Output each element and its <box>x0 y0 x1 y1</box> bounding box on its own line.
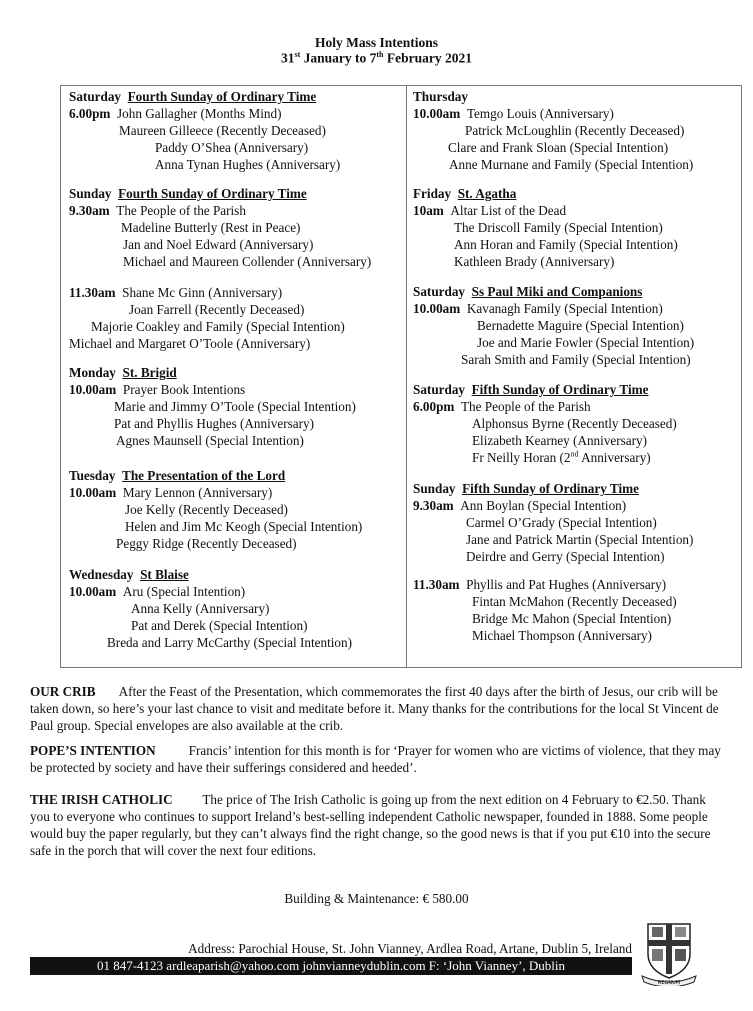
day-header <box>413 283 741 300</box>
day-name: Sunday <box>413 481 456 496</box>
intention: Mary Lennon (Anniversary) <box>122 485 273 500</box>
mass-time-line <box>69 284 399 301</box>
mass-time-line <box>413 105 741 122</box>
intention: Pat and Phyllis Hughes (Anniversary) <box>114 416 314 431</box>
intention: Deirdre and Gerry (Special Intention) <box>466 549 665 564</box>
mass-time: 6.00pm <box>69 106 111 121</box>
feast-name: Fourth Sunday of Ordinary Time <box>127 89 317 104</box>
mass-time: 10.00am <box>69 584 117 599</box>
mass-time: 11.30am <box>413 577 460 592</box>
mass-time: 9.30am <box>69 203 110 218</box>
day-name: Saturday <box>413 382 466 397</box>
intention: Peggy Ridge (Recently Deceased) <box>116 536 297 551</box>
intention: Anna Tynan Hughes (Anniversary) <box>155 157 341 172</box>
day-header <box>413 381 741 398</box>
day-header <box>413 480 741 497</box>
intention: Kavanagh Family (Special Intention) <box>466 301 663 316</box>
feast-name: Fourth Sunday of Ordinary Time <box>118 186 307 201</box>
day-header <box>69 566 399 583</box>
intention: Ann Horan and Family (Special Intention) <box>454 237 678 252</box>
mass-time: 10.00am <box>413 106 461 121</box>
date-ordinal-1: st <box>294 50 301 59</box>
mass-time-line <box>413 202 741 219</box>
intention: Maureen Gilleece (Recently Deceased) <box>119 123 326 138</box>
intention <box>413 449 741 466</box>
intention: The Driscoll Family (Special Intention) <box>454 220 663 235</box>
intention: Madeline Butterly (Rest in Peace) <box>121 220 301 235</box>
day-block-sunday <box>69 185 399 270</box>
intention: Joe and Marie Fowler (Special Intention) <box>477 335 695 350</box>
intention: Jane and Patrick Martin (Special Intention) <box>466 532 694 547</box>
day-name: Sunday <box>69 186 112 201</box>
parish-crest-icon <box>638 918 700 986</box>
notice-pope <box>30 742 725 776</box>
intention-part: Fr Neilly Horan (2 <box>472 450 571 465</box>
intention: Bridge Mc Mahon (Special Intention) <box>472 611 672 626</box>
day-block-thursday <box>413 88 741 173</box>
intention: Bernadette Maguire (Special Intention) <box>477 318 684 333</box>
intention: The People of the Parish <box>461 399 591 414</box>
intention: John Gallagher (Months Mind) <box>117 106 282 121</box>
intention: Jan and Noel Edward (Anniversary) <box>123 237 314 252</box>
intention: Pat and Derek (Special Intention) <box>131 618 308 633</box>
intention: Clare and Frank Sloan (Special Intention) <box>448 140 669 155</box>
date-end: February 2021 <box>383 50 473 66</box>
intention: Phyllis and Pat Hughes (Anniversary) <box>466 577 667 592</box>
intention: Sarah Smith and Family (Special Intention) <box>461 352 691 367</box>
day-name: Saturday <box>413 284 466 299</box>
day-block-friday <box>413 185 741 270</box>
mass-block-sunday-1130 <box>69 284 399 352</box>
intention: Helen and Jim Mc Keogh (Special Intention) <box>125 519 363 534</box>
notice-irish-heading: THE IRISH CATHOLIC <box>30 792 173 807</box>
feast-name: Fifth Sunday of Ordinary Time <box>462 481 639 496</box>
notice-irish-catholic <box>30 791 725 859</box>
date-mid: January to 7 <box>300 50 377 66</box>
day-block-wednesday <box>69 566 399 651</box>
intention: Aru (Special Intention) <box>122 584 246 599</box>
day-name: Wednesday <box>69 567 134 582</box>
mass-time: 10.00am <box>69 382 117 397</box>
day-header <box>69 185 399 202</box>
intention: Kathleen Brady (Anniversary) <box>454 254 615 269</box>
mass-time-line <box>413 576 741 593</box>
feast-name: The Presentation of the Lord <box>122 468 286 483</box>
intention: Patrick McLoughlin (Recently Deceased) <box>465 123 685 138</box>
page-title: Holy Mass Intentions <box>314 35 439 50</box>
intention: Carmel O’Grady (Special Intention) <box>466 515 657 530</box>
day-block-tuesday <box>69 467 399 552</box>
mass-time-line <box>69 484 399 501</box>
intention: Anna Kelly (Anniversary) <box>131 601 270 616</box>
mass-time-line <box>69 381 399 398</box>
parish-address: Address: Parochial House, St. John Vianney, Ardlea Road, Artane, Dublin 5, Ireland <box>188 941 632 956</box>
day-name: Saturday <box>69 89 122 104</box>
mass-block-sunday-1130-2 <box>413 576 741 644</box>
mass-time: 10am <box>413 203 444 218</box>
mass-time: 9.30am <box>413 498 454 513</box>
date-start-day: 31 <box>280 50 295 66</box>
notice-crib <box>30 683 725 734</box>
intention: Michael and Maureen Collender (Anniversary) <box>123 254 372 269</box>
intention: Joe Kelly (Recently Deceased) <box>125 502 288 517</box>
mass-time-line <box>413 497 741 514</box>
notice-pope-heading: POPE’S INTENTION <box>30 743 156 758</box>
feast-name: Ss Paul Miki and Companions <box>471 284 643 299</box>
intention: Temgo Louis (Anniversary) <box>466 106 614 121</box>
day-name: Friday <box>413 186 452 201</box>
intention: Michael Thompson (Anniversary) <box>472 628 652 643</box>
building-maintenance: Building & Maintenance: € 580.00 <box>284 891 469 906</box>
day-header <box>69 467 399 484</box>
day-header <box>413 185 741 202</box>
day-block-saturday <box>69 88 399 173</box>
intention: Majorie Coakley and Family (Special Intention) <box>91 319 345 334</box>
day-name: Monday <box>69 365 116 380</box>
intention: Elizabeth Kearney (Anniversary) <box>472 433 648 448</box>
mass-time-line <box>413 398 741 415</box>
intention: Alphonsus Byrne (Recently Deceased) <box>472 416 677 431</box>
mass-time: 10.00am <box>69 485 117 500</box>
mass-time: 11.30am <box>69 285 116 300</box>
intention: The People of the Parish <box>116 203 246 218</box>
mass-time-line <box>69 105 399 122</box>
day-name: Tuesday <box>69 468 116 483</box>
day-block-monday <box>69 364 399 449</box>
mass-intentions-table <box>60 85 742 668</box>
day-block-saturday-vigil <box>413 381 741 466</box>
day-header <box>413 88 741 105</box>
intention: Marie and Jimmy O’Toole (Special Intention) <box>114 399 356 414</box>
mass-time-line <box>69 583 399 600</box>
contact-bar: 01 847-4123 ardleaparish@yahoo.com johnvianneydublin.com F: ‘John Vianney’, Dublin <box>30 957 632 975</box>
intention: Fintan McMahon (Recently Deceased) <box>472 594 677 609</box>
day-header <box>69 88 399 105</box>
mass-time: 10.00am <box>413 301 461 316</box>
ordinal-suffix: nd <box>570 449 579 459</box>
mass-time-line <box>69 202 399 219</box>
feast-name: Fifth Sunday of Ordinary Time <box>471 382 649 397</box>
date-ordinal-2: th <box>376 50 384 59</box>
day-header <box>69 364 399 381</box>
feast-name: St. Agatha <box>457 186 517 201</box>
intention: Michael and Margaret O’Toole (Anniversary) <box>69 336 311 351</box>
notice-crib-text: After the Feast of the Presentation, which commemorates the first 40 days after the birth of Jesus, our crib will be taken down, so here’s your last chance to visit and meditate before it. Many thanks for the contributions for the local St Vincent de Paul group. Special envelopes are also available at the crib. <box>30 684 719 733</box>
intention: Breda and Larry McCarthy (Special Intention) <box>107 635 352 650</box>
intention: Prayer Book Intentions <box>122 382 246 397</box>
feast-name: St Blaise <box>140 567 189 582</box>
feast-name: St. Brigid <box>122 365 177 380</box>
notice-irish-text: The price of The Irish Catholic is going up from the next edition on 4 February to €2.50. Thank you to everyone who continues to support Ireland’s best-selling independent Catholic newspaper, founded in 1888. Some people would buy the paper regularly, but they can’t always find the right change, so the good news is that if you put €10 into the secure safe in the porch that will cover the next four editions. <box>30 792 711 858</box>
mass-time: 6.00pm <box>413 399 455 414</box>
date-range <box>0 50 753 67</box>
crest-motto: REGNUM <box>657 980 681 986</box>
notice-crib-heading: OUR CRIB <box>30 684 96 699</box>
intention: Joan Farrell (Recently Deceased) <box>129 302 305 317</box>
intention: Altar List of the Dead <box>450 203 567 218</box>
day-block-sunday-2 <box>413 480 741 565</box>
day-name: Thursday <box>413 89 468 104</box>
intention: Anne Murnane and Family (Special Intention) <box>449 157 694 172</box>
intention: Shane Mc Ginn (Anniversary) <box>122 285 283 300</box>
intention-part: Anniversary) <box>578 450 651 465</box>
intention: Agnes Maunsell (Special Intention) <box>116 433 304 448</box>
notice-pope-text: Francis’ intention for this month is for ‘Prayer for women who are victims of violence, that they may be protected by society and have their sufferings considered and heeded’. <box>30 743 721 775</box>
intention: Ann Boylan (Special Intention) <box>460 498 627 513</box>
mass-time-line <box>413 300 741 317</box>
column-divider <box>406 86 407 667</box>
day-block-saturday-2 <box>413 283 741 368</box>
intention: Paddy O’Shea (Anniversary) <box>155 140 309 155</box>
